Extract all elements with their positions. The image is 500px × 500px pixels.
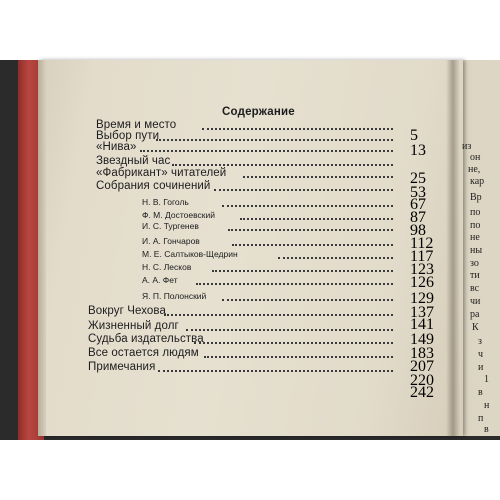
toc-page-number: 98 — [410, 222, 426, 239]
toc-dot-leader — [278, 256, 393, 259]
toc-dot-leader — [196, 282, 393, 285]
right-page-fragment: ны — [470, 245, 483, 256]
toc-entry-title: «Нива» — [96, 141, 137, 153]
toc-page-number: 126 — [410, 274, 434, 291]
toc-entry — [0, 180, 500, 192]
toc-dot-leader — [140, 149, 393, 152]
right-page-fragment: ра — [470, 309, 480, 320]
toc-dot-leader — [243, 175, 393, 178]
toc-page-number: 183 — [410, 345, 434, 362]
toc-page-number: 112 — [410, 235, 434, 252]
toc-entry-title: Ф. М. Достоевский — [142, 210, 215, 220]
toc-entry-title: Выбор пути — [96, 130, 160, 142]
toc-page-number: 137 — [410, 304, 434, 321]
right-page-fragment: по — [470, 220, 481, 231]
toc-entry — [0, 220, 500, 232]
toc-page-number: 129 — [410, 290, 434, 307]
toc-dot-leader — [228, 228, 393, 231]
right-page-fragment: п — [478, 413, 484, 424]
toc-entry-title: «Фабрикант» читателей — [96, 167, 227, 179]
toc-entry-title: А. А. Фет — [142, 275, 178, 285]
right-page-fragment: он — [470, 152, 481, 163]
toc-entry-title: И. А. Гончаров — [142, 236, 200, 246]
toc-page-number: 242 — [410, 384, 434, 401]
toc-page-number: 5 — [410, 127, 418, 144]
toc-entry-title: Примечания — [88, 361, 156, 373]
toc-dot-leader — [172, 163, 393, 166]
toc-page-number: 87 — [410, 209, 426, 226]
right-page-fragment: в — [484, 424, 489, 435]
toc-entry-title: Судьба издательства — [88, 333, 204, 345]
right-page-fragment: не, — [468, 164, 481, 175]
toc-page-number: 220 — [410, 372, 434, 389]
toc-entry-title: Вокруг Чехова — [88, 305, 167, 317]
toc-dot-leader — [214, 188, 393, 191]
right-page-fragment: К — [472, 322, 479, 333]
toc-entry — [0, 196, 500, 208]
toc-entry — [0, 290, 500, 302]
right-page-fragment: вс — [470, 283, 480, 294]
toc-dot-leader — [158, 369, 393, 372]
right-page-fragment: чи — [470, 296, 481, 307]
right-page-fragment: в — [478, 387, 483, 398]
toc-page-number: 53 — [410, 184, 426, 201]
right-page-fragment: Вр — [470, 192, 482, 203]
toc-entry — [0, 235, 500, 247]
toc-entry-title: Время и место — [96, 119, 177, 131]
toc-dot-leader — [222, 204, 393, 207]
toc-dot-leader — [164, 313, 393, 316]
toc-entry — [0, 141, 500, 153]
toc-entry-title: Жизненный долг — [88, 320, 179, 332]
toc-page-number: 123 — [410, 261, 434, 278]
toc-dot-leader — [194, 341, 393, 344]
toc-entry — [0, 333, 500, 345]
toc-page-number: 207 — [410, 358, 434, 375]
toc-entry-title: Н. С. Лесков — [142, 262, 192, 272]
right-page-fragment: ти — [470, 270, 480, 281]
toc-entry-title: Все остается людям — [88, 347, 199, 359]
toc-entry-title: Собрания сочинений — [96, 180, 211, 192]
toc-dot-leader — [232, 243, 393, 246]
right-page-fragment: з — [478, 336, 482, 347]
toc-entry — [0, 167, 500, 179]
toc-entry-title: И. С. Тургенев — [142, 221, 199, 231]
toc-dot-leader — [222, 298, 393, 301]
toc-entry-title: Я. П. Полонский — [142, 291, 207, 301]
toc-page-number: 25 — [410, 170, 426, 187]
right-page-fragment: 1 — [484, 374, 489, 385]
right-page-fragment: и — [478, 362, 484, 373]
toc-entry — [0, 248, 500, 260]
toc-dot-leader — [186, 328, 393, 331]
right-page-fragment: по — [470, 207, 481, 218]
toc-page-number: 117 — [410, 248, 434, 265]
toc-page-number: 149 — [410, 331, 434, 348]
toc-title: Содержание — [222, 106, 295, 118]
toc-entry — [0, 261, 500, 273]
right-page-fragment: кар — [470, 176, 485, 187]
right-page-fragment: ч — [478, 349, 484, 360]
toc-entry — [0, 274, 500, 286]
toc-entry-title: Н. В. Гоголь — [142, 197, 189, 207]
toc-page-number: 67 — [410, 196, 426, 213]
right-page-fragment: из — [462, 141, 472, 152]
toc-entry-title: Звездный час — [96, 155, 171, 167]
toc-entry — [0, 155, 500, 167]
right-page-fragment: не — [470, 232, 480, 243]
toc-dot-leader — [212, 269, 393, 272]
right-page-fragment: н — [484, 400, 490, 411]
right-page-fragment: зо — [470, 258, 479, 269]
toc-dot-leader — [204, 355, 393, 358]
toc-page-number: 141 — [410, 316, 434, 333]
toc-page-number: 13 — [410, 142, 426, 159]
toc-entry-title: М. Е. Салтыков-Щедрин — [142, 249, 238, 259]
